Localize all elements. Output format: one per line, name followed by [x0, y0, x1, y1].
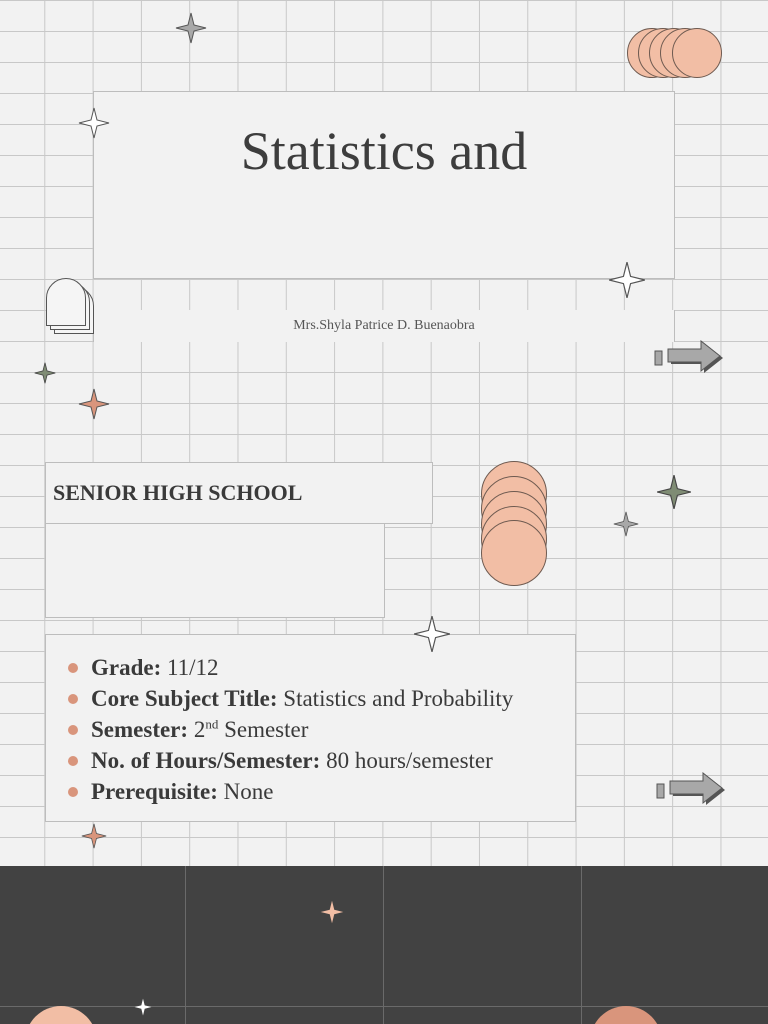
footer-band	[0, 866, 768, 1024]
arrow-right-icon	[654, 340, 726, 376]
sparkle-icon	[78, 388, 110, 420]
bullet-icon	[68, 725, 78, 735]
detail-value: Statistics and Probability	[283, 686, 514, 711]
detail-value: 2	[193, 717, 206, 742]
circle-icon	[590, 1006, 662, 1024]
page-title: Statistics and	[240, 121, 528, 181]
sparkle-icon	[78, 107, 110, 139]
sparkle-icon	[81, 823, 107, 849]
circle-icon	[25, 1006, 97, 1024]
sparkle-icon	[134, 998, 152, 1016]
sparkle-icon	[175, 12, 207, 44]
detail-value: None	[223, 779, 274, 804]
bullet-icon	[68, 756, 78, 766]
sparkle-icon	[413, 615, 451, 653]
detail-prerequisite	[68, 776, 513, 807]
detail-value-superscript: nd	[205, 716, 219, 732]
sparkle-icon	[608, 261, 646, 299]
detail-label: Core Subject Title:	[91, 686, 278, 711]
bullet-icon	[68, 663, 78, 673]
teacher-name: Mrs.Shyla Patrice D. Buenaobra	[293, 318, 475, 333]
school-level-heading: SENIOR HIGH SCHOOL	[53, 480, 303, 505]
detail-value: 80 hours/semester	[326, 748, 493, 773]
detail-label: No. of Hours/Semester:	[91, 748, 321, 773]
detail-label: Semester:	[91, 717, 189, 742]
sparkle-icon	[34, 362, 56, 384]
detail-value-suffix: Semester	[218, 717, 309, 742]
detail-semester	[68, 714, 513, 745]
detail-grade	[68, 652, 513, 683]
sparkle-icon	[656, 474, 692, 510]
bullet-icon	[68, 787, 78, 797]
detail-label: Grade:	[91, 655, 162, 680]
detail-subject-title	[68, 683, 513, 714]
bullet-icon	[68, 694, 78, 704]
blank-panel	[45, 524, 385, 618]
detail-label: Prerequisite:	[91, 779, 218, 804]
course-details-list	[68, 652, 513, 807]
detail-value: 11/12	[167, 655, 219, 680]
arrow-right-icon	[656, 772, 728, 808]
sparkle-icon	[320, 900, 344, 924]
detail-hours	[68, 745, 513, 776]
sparkle-icon	[613, 511, 639, 537]
